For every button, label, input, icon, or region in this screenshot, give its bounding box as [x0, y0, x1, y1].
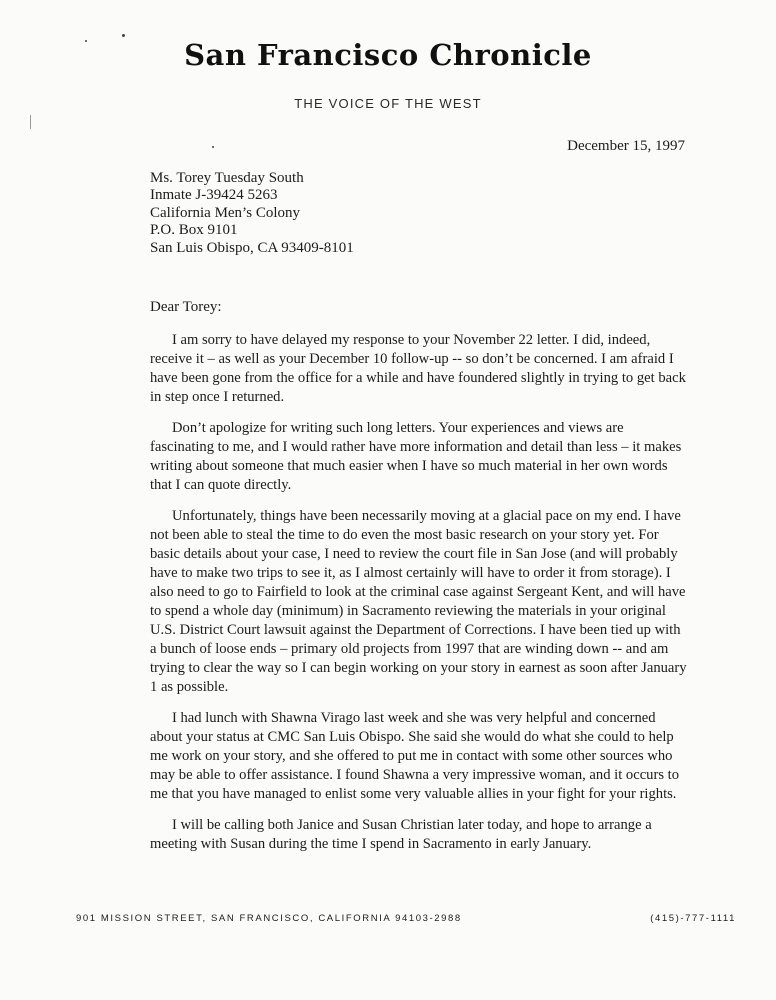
salutation: Dear Torey:	[150, 299, 222, 315]
body-paragraph: I had lunch with Shawna Virago last week and she was very helpful and concerned about your status at CMC San Luis Obispo. She said she would do what she could to help me work on your story, and she offered to put me in contact with some other sources who may be able to offer assistance. I found Shawna a very impressive woman, and it occurs to me that you have managed to enlist some very valuable allies in your fight for your rights.	[150, 710, 680, 802]
newspaper-masthead: San Francisco Chronicle	[184, 38, 592, 72]
scan-speck	[85, 40, 87, 42]
letter-body	[150, 331, 690, 866]
scan-speck	[30, 115, 31, 129]
address-line: Ms. Torey Tuesday South	[150, 170, 304, 186]
address-line: Inmate J-39424 5263	[150, 187, 278, 204]
footer-address: 901 MISSION STREET, SAN FRANCISCO, CALIFORNIA 94103-2988	[76, 913, 462, 924]
letter-date: December 15, 1997	[567, 138, 685, 154]
address-line: California Men’s Colony	[150, 204, 300, 221]
body-paragraph: Don’t apologize for writing such long letters. Your experiences and views are fascinating to me, and I would rather have more information and detail than less – it makes writing about someone that much easier when I have so much material in her own words that I can quote directly.	[150, 420, 682, 493]
body-paragraph: I am sorry to have delayed my response to your November 22 letter. I did, indeed, receive it – as well as your December 10 follow-up -- so don’t be concerned. I am afraid I have been gone from the office for a while and have foundered slightly in trying to get back in step once I returned.	[150, 332, 686, 405]
address-line: P.O. Box 9101	[150, 222, 238, 239]
body-paragraph: Unfortunately, things have been necessarily moving at a glacial pace on my end. I have not been able to steal the time to do even the most basic research on your story yet. For basic details about your case, I need to review the court file in San Jose (and will probably have to make two trips to see it, as I almost certainly will have to order it from storage). I also need to go to Fairfield to look at the criminal case against Sergeant Kent, and will have to spend a whole day (minimum) in Sacramento reviewing the materials in your original U.S. District Court lawsuit against the Department of Corrections. I have been tied up with a bunch of loose ends – primary old projects from 1997 that are winding down -- and am trying to clear the way so I can begin working on your story in earnest as soon after January 1 as possible.	[150, 508, 687, 695]
address-line: San Luis Obispo, CA 93409-8101	[150, 239, 354, 256]
footer-phone: (415)-777-1111	[650, 913, 736, 924]
tagline: THE VOICE OF THE WEST	[294, 96, 482, 111]
recipient-address	[150, 170, 354, 257]
scan-speck	[212, 146, 214, 148]
body-paragraph: I will be calling both Janice and Susan Christian later today, and hope to arrange a meeting with Susan during the time I spend in Sacramento in early January.	[150, 817, 652, 852]
scan-speck	[122, 34, 125, 37]
